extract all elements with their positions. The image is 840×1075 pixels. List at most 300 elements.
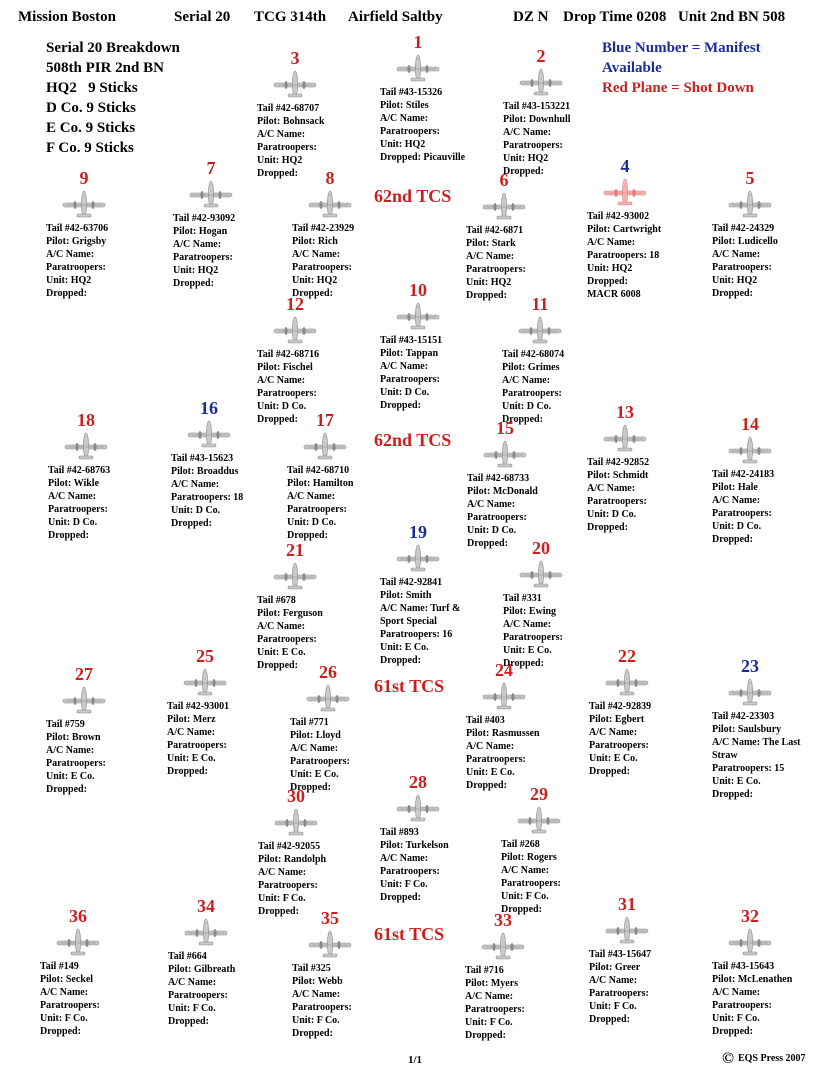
c47-plane-icon bbox=[516, 804, 562, 834]
aircraft-info-line: A/C Name: bbox=[502, 375, 551, 386]
aircraft-info-line: Dropped: bbox=[712, 789, 753, 800]
aircraft-info-line: Tail #42-24329 bbox=[712, 223, 775, 234]
c47-plane-icon bbox=[395, 542, 441, 572]
aircraft-info-line: Paratroopers: bbox=[167, 740, 227, 751]
aircraft-info-line: A/C Name: bbox=[258, 867, 307, 878]
breakdown-line: HQ2 9 Sticks bbox=[46, 80, 138, 96]
aircraft-number: 31 bbox=[618, 894, 636, 914]
squadron-label: 61st TCS bbox=[374, 676, 445, 696]
aircraft-info-line: A/C Name: bbox=[466, 251, 515, 262]
c47-plane-icon bbox=[61, 188, 107, 218]
aircraft-info bbox=[380, 826, 500, 904]
aircraft-number: 17 bbox=[316, 410, 334, 430]
aircraft-info-line: Dropped: bbox=[501, 904, 542, 915]
c47-plane-icon bbox=[481, 680, 527, 710]
aircraft-info-line: Tail #42-68716 bbox=[257, 349, 320, 360]
aircraft-info-line: Pilot: Webb bbox=[292, 976, 343, 987]
aircraft-info-line: Dropped: bbox=[380, 400, 421, 411]
aircraft-info-line: Paratroopers: bbox=[292, 262, 352, 273]
aircraft-header bbox=[267, 48, 323, 98]
aircraft-header bbox=[302, 168, 358, 218]
aircraft-info-line: Dropped: bbox=[257, 660, 298, 671]
aircraft-info-line: Pilot: Stark bbox=[466, 238, 516, 249]
aircraft-info-line: Unit: D Co. bbox=[287, 517, 337, 528]
aircraft-info-line: Pilot: Seckel bbox=[40, 974, 94, 985]
aircraft-info-line: Unit: HQ2 bbox=[466, 277, 512, 288]
aircraft-info-line: A/C Name: bbox=[380, 361, 429, 372]
aircraft-info-line: Dropped: bbox=[257, 168, 298, 179]
c47-plane-icon bbox=[188, 178, 234, 208]
aircraft-info-line: Dropped: bbox=[46, 288, 87, 299]
aircraft-info-line: Dropped: bbox=[466, 290, 507, 301]
aircraft-info-line: Tail #43-15643 bbox=[712, 961, 775, 972]
aircraft-info bbox=[168, 950, 288, 1028]
aircraft-info-line: Pilot: Randolph bbox=[258, 854, 327, 865]
aircraft-number: 34 bbox=[197, 896, 215, 916]
aircraft-info-line: Tail #42-93001 bbox=[167, 701, 230, 712]
aircraft-number: 13 bbox=[616, 402, 634, 422]
aircraft-info-line: Dropped: bbox=[587, 276, 628, 287]
aircraft-number: 36 bbox=[69, 906, 87, 926]
airfield: Airfield Saltby bbox=[348, 9, 443, 25]
c47-plane-icon bbox=[61, 684, 107, 714]
aircraft-info-line: Pilot: Ewing bbox=[503, 606, 557, 617]
aircraft-header bbox=[390, 32, 446, 82]
aircraft-info-line: Tail #759 bbox=[46, 719, 85, 730]
aircraft-info-line: Pilot: Merz bbox=[167, 714, 216, 725]
aircraft-info-line: Tail #42-23303 bbox=[712, 711, 775, 722]
aircraft-info-line: Dropped: bbox=[292, 1028, 333, 1039]
aircraft-number: 6 bbox=[499, 170, 509, 190]
aircraft-number: 33 bbox=[494, 910, 512, 930]
aircraft-info-line: A/C Name: bbox=[589, 975, 638, 986]
aircraft-header bbox=[183, 158, 239, 208]
aircraft-number: 19 bbox=[409, 522, 427, 542]
aircraft-info-line: Dropped: bbox=[589, 766, 630, 777]
aircraft-header bbox=[597, 402, 653, 452]
c47-plane-icon bbox=[395, 792, 441, 822]
aircraft-info-line: Unit: F Co. bbox=[712, 1013, 760, 1024]
aircraft-info-line: Dropped: bbox=[168, 1016, 209, 1027]
c47-plane-icon bbox=[183, 916, 229, 946]
aircraft-info-line: Pilot: Ludicello bbox=[712, 236, 778, 247]
aircraft-info-line: Pilot: Hogan bbox=[173, 226, 228, 237]
aircraft-info-line: Unit: F Co. bbox=[168, 1003, 216, 1014]
aircraft-info-line: Paratroopers: bbox=[287, 504, 347, 515]
aircraft-info-line: A/C Name: bbox=[503, 619, 552, 630]
aircraft-info-line: Paratroopers: bbox=[589, 740, 649, 751]
aircraft-info-line: A/C Name: bbox=[40, 987, 89, 998]
aircraft-info-line: Pilot: Ferguson bbox=[257, 608, 323, 619]
drop-time: Drop Time 0208 bbox=[563, 9, 667, 25]
aircraft-info-line: A/C Name: bbox=[257, 621, 306, 632]
squadron-label: 61st TCS bbox=[374, 924, 445, 944]
aircraft-header bbox=[267, 294, 323, 344]
aircraft-info-line: Tail #42-24183 bbox=[712, 469, 775, 480]
aircraft-info-line: Paratroopers: bbox=[173, 252, 233, 263]
aircraft-info-line: Tail #664 bbox=[168, 951, 207, 962]
aircraft-info-line: Pilot: Turkelson bbox=[380, 840, 449, 851]
breakdown-line: 508th PIR 2nd BN bbox=[46, 60, 164, 76]
aircraft-info-line: Tail #42-92841 bbox=[380, 577, 443, 588]
aircraft-header bbox=[390, 522, 446, 572]
aircraft-info bbox=[257, 594, 377, 672]
aircraft-info-line: Paratroopers: bbox=[503, 140, 563, 151]
aircraft-info-line: Paratroopers: bbox=[466, 754, 526, 765]
aircraft-info-line: Unit: HQ2 bbox=[46, 275, 92, 286]
aircraft-info-line: Pilot: Grigsby bbox=[46, 236, 107, 247]
aircraft-number: 32 bbox=[741, 906, 759, 926]
aircraft-number: 12 bbox=[286, 294, 304, 314]
aircraft-info-line: Pilot: Saulsbury bbox=[712, 724, 782, 735]
aircraft-info-line: Paratroopers: bbox=[46, 262, 106, 273]
aircraft-number: 30 bbox=[287, 786, 305, 806]
aircraft-info-line: Dropped: bbox=[380, 655, 421, 666]
c47-plane-icon bbox=[727, 434, 773, 464]
aircraft-info-line: A/C Name: bbox=[257, 375, 306, 386]
c47-plane-icon bbox=[305, 682, 351, 712]
aircraft-info-line: Paratroopers: bbox=[290, 756, 350, 767]
aircraft-header bbox=[476, 660, 532, 710]
aircraft-info bbox=[292, 962, 412, 1040]
aircraft-number: 9 bbox=[79, 168, 89, 188]
aircraft-header bbox=[268, 786, 324, 836]
aircraft-info-line: Pilot: Tappan bbox=[380, 348, 439, 359]
aircraft-number: 21 bbox=[286, 540, 304, 560]
aircraft-info bbox=[466, 224, 586, 302]
legend bbox=[602, 38, 761, 98]
aircraft-info-line: Unit: E Co. bbox=[290, 769, 339, 780]
aircraft-info-line: Dropped: bbox=[46, 784, 87, 795]
aircraft-info-line: Dropped: bbox=[712, 288, 753, 299]
c47-plane-icon bbox=[482, 438, 528, 468]
aircraft-info-line: Tail #43-15151 bbox=[380, 335, 443, 346]
aircraft-info-line: A/C Name: bbox=[46, 249, 95, 260]
aircraft-header bbox=[178, 896, 234, 946]
aircraft-info-line: Dropped: bbox=[465, 1030, 506, 1041]
aircraft-info-line: A/C Name: bbox=[167, 727, 216, 738]
aircraft-info-line: Dropped: bbox=[503, 166, 544, 177]
aircraft-info-line: Pilot: McDonald bbox=[467, 486, 538, 497]
aircraft-info bbox=[380, 86, 500, 164]
aircraft-info-line: Paratroopers: bbox=[292, 1002, 352, 1013]
aircraft-info-line: A/C Name: bbox=[467, 499, 516, 510]
aircraft-info-line: Dropped: bbox=[173, 278, 214, 289]
aircraft-info-line: Paratroopers: bbox=[466, 264, 526, 275]
aircraft-info-line: Tail #325 bbox=[292, 963, 331, 974]
aircraft-info-line: Unit: D Co. bbox=[257, 401, 307, 412]
aircraft-info-line: A/C Name: bbox=[712, 249, 761, 260]
aircraft-info-line: Pilot: Rasmussen bbox=[466, 728, 540, 739]
aircraft-number: 18 bbox=[77, 410, 95, 430]
breakdown-line: D Co. 9 Sticks bbox=[46, 100, 137, 116]
aircraft-info-line: Dropped: bbox=[466, 780, 507, 791]
aircraft-info-line: Dropped: bbox=[589, 1014, 630, 1025]
aircraft-number: 35 bbox=[321, 908, 339, 928]
aircraft-header bbox=[181, 398, 237, 448]
aircraft-info-line: Pilot: Greer bbox=[589, 962, 641, 973]
aircraft-header bbox=[599, 646, 655, 696]
aircraft-info-line: Dropped: bbox=[502, 414, 543, 425]
aircraft-info-line: Tail #43-15326 bbox=[380, 87, 443, 98]
c47-plane-icon bbox=[604, 914, 650, 944]
aircraft-header bbox=[177, 646, 233, 696]
c47-plane-icon bbox=[727, 188, 773, 218]
aircraft-header bbox=[513, 46, 569, 96]
aircraft-info-line: A/C Name: bbox=[587, 237, 636, 248]
aircraft-number: 15 bbox=[496, 418, 514, 438]
aircraft-info-line: Pilot: Schmidt bbox=[587, 470, 649, 481]
aircraft-header bbox=[50, 906, 106, 956]
aircraft-info-line: Paratroopers: 16 bbox=[380, 629, 453, 640]
aircraft-info-line: Unit: F Co. bbox=[258, 893, 306, 904]
aircraft-info bbox=[46, 718, 166, 796]
aircraft-header bbox=[722, 656, 778, 706]
c47-plane-icon bbox=[395, 52, 441, 82]
aircraft-info-line: Pilot: McLenathen bbox=[712, 974, 793, 985]
aircraft-info bbox=[380, 576, 500, 667]
aircraft-info-line: Pilot: Cartwright bbox=[587, 224, 662, 235]
aircraft-info-line: Pilot: Rich bbox=[292, 236, 338, 247]
c47-plane-icon bbox=[272, 68, 318, 98]
aircraft-header bbox=[56, 664, 112, 714]
aircraft-info-line: Tail #42-92055 bbox=[258, 841, 321, 852]
aircraft-info-line: Dropped: bbox=[712, 1026, 753, 1037]
aircraft-info-line: MACR 6008 bbox=[587, 289, 641, 300]
aircraft-info-line: Paratroopers: bbox=[587, 496, 647, 507]
aircraft-number: 26 bbox=[319, 662, 337, 682]
aircraft-number: 23 bbox=[741, 656, 759, 676]
aircraft-header bbox=[390, 772, 446, 822]
aircraft-info-line: Unit: F Co. bbox=[465, 1017, 513, 1028]
aircraft-info-line: Unit: HQ2 bbox=[712, 275, 758, 286]
aircraft-info-line: Dropped: bbox=[258, 906, 299, 917]
aircraft-info bbox=[380, 334, 500, 412]
aircraft-info-line: Dropped: bbox=[587, 522, 628, 533]
aircraft-info-line: Tail #42-63706 bbox=[46, 223, 109, 234]
aircraft-info-line: Tail #678 bbox=[257, 595, 296, 606]
aircraft-info-line: Pilot: Broaddus bbox=[171, 466, 239, 477]
aircraft-info-line: Dropped: bbox=[257, 414, 298, 425]
aircraft-info-line: Pilot: Brown bbox=[46, 732, 101, 743]
aircraft-info-line: Unit: D Co. bbox=[712, 521, 762, 532]
aircraft-info-line: Paratroopers: bbox=[168, 990, 228, 1001]
aircraft-info-line: Unit: D Co. bbox=[380, 387, 430, 398]
aircraft-info-line: Tail #42-68074 bbox=[502, 349, 565, 360]
aircraft-info-line: Pilot: Gilbreath bbox=[168, 964, 236, 975]
aircraft-info-line: Unit: E Co. bbox=[466, 767, 515, 778]
aircraft-info-line: Dropped: bbox=[292, 288, 333, 299]
aircraft-info-line: Unit: F Co. bbox=[380, 879, 428, 890]
aircraft-info-line: A/C Name: bbox=[589, 727, 638, 738]
c47-plane-icon bbox=[273, 806, 319, 836]
aircraft-info-line: Unit: E Co. bbox=[46, 771, 95, 782]
aircraft-info-line: A/C Name: bbox=[290, 743, 339, 754]
aircraft-info bbox=[466, 714, 586, 792]
aircraft-info-line: Paratroopers: bbox=[46, 758, 106, 769]
aircraft-info-line: Unit: HQ2 bbox=[257, 155, 303, 166]
copyright bbox=[722, 1050, 806, 1068]
aircraft-info-line: Paratroopers: bbox=[467, 512, 527, 523]
c47-plane-icon bbox=[602, 422, 648, 452]
aircraft-info-line: Tail #42-23929 bbox=[292, 223, 355, 234]
aircraft-header bbox=[300, 662, 356, 712]
aircraft-info-line: Tail #43-15647 bbox=[589, 949, 652, 960]
aircraft-header bbox=[513, 538, 569, 588]
aircraft-number: 5 bbox=[745, 168, 755, 188]
aircraft-number: 14 bbox=[741, 414, 759, 434]
aircraft-info-line: Dropped: bbox=[48, 530, 89, 541]
aircraft-info-line: Tail #716 bbox=[465, 965, 504, 976]
aircraft-info-line: Tail #42-6871 bbox=[466, 225, 524, 236]
c47-plane-icon bbox=[727, 926, 773, 956]
aircraft-info-line: Paratroopers: bbox=[380, 866, 440, 877]
aircraft-info-line: Tail #43-153221 bbox=[503, 101, 571, 112]
c47-plane-icon bbox=[517, 314, 563, 344]
aircraft-info-line: A/C Name: bbox=[380, 853, 429, 864]
aircraft-header bbox=[476, 170, 532, 220]
aircraft-info bbox=[46, 222, 166, 300]
aircraft-header bbox=[599, 894, 655, 944]
aircraft-info-line: Tail #42-92839 bbox=[589, 701, 652, 712]
aircraft-info-line: Unit: HQ2 bbox=[380, 139, 426, 150]
c47-plane-icon bbox=[63, 430, 109, 460]
aircraft-number: 16 bbox=[200, 398, 218, 418]
aircraft-info-line: Pilot: Stiles bbox=[380, 100, 429, 111]
aircraft-info-line: Pilot: Hamilton bbox=[287, 478, 354, 489]
squadron-label: 62nd TCS bbox=[374, 186, 452, 206]
aircraft-info-line: Dropped: Picauville bbox=[380, 152, 466, 163]
aircraft-info-line: Unit: D Co. bbox=[587, 509, 637, 520]
aircraft-info-line: A/C Name: bbox=[173, 239, 222, 250]
aircraft-info-line: Unit: E Co. bbox=[380, 642, 429, 653]
aircraft-number: 8 bbox=[325, 168, 335, 188]
aircraft-info-line: Paratroopers: bbox=[503, 632, 563, 643]
drop-zone: DZ N bbox=[513, 9, 549, 25]
aircraft-info bbox=[40, 960, 160, 1038]
c47-plane-icon bbox=[481, 190, 527, 220]
aircraft-info bbox=[589, 948, 709, 1026]
aircraft-info-line: Pilot: Bohnsack bbox=[257, 116, 325, 127]
aircraft-number: 27 bbox=[75, 664, 93, 684]
aircraft-header bbox=[58, 410, 114, 460]
c47-plane-icon bbox=[727, 676, 773, 706]
aircraft-info-line: Paratroopers: bbox=[501, 878, 561, 889]
aircraft-info-line: Dropped: bbox=[290, 782, 331, 793]
aircraft-number: 24 bbox=[495, 660, 513, 680]
serial-number: Serial 20 bbox=[174, 9, 231, 25]
serial-breakdown bbox=[46, 38, 180, 158]
aircraft-info-line: Paratroopers: bbox=[589, 988, 649, 999]
troop-carrier-group: TCG 314th bbox=[254, 9, 327, 25]
aircraft-info-line: Tail #42-68707 bbox=[257, 103, 320, 114]
aircraft-info bbox=[287, 464, 407, 542]
aircraft-number: 28 bbox=[409, 772, 427, 792]
aircraft-info-line: Unit: E Co. bbox=[257, 647, 306, 658]
aircraft-info bbox=[171, 452, 291, 530]
aircraft-info-line: Dropped: bbox=[171, 518, 212, 529]
c47-plane-icon bbox=[272, 560, 318, 590]
aircraft-info-line: Unit: F Co. bbox=[589, 1001, 637, 1012]
c47-plane-icon bbox=[272, 314, 318, 344]
aircraft-info-line: Paratroopers: bbox=[465, 1004, 525, 1015]
aircraft-info-line: Paratroopers: 15 bbox=[712, 763, 785, 774]
c47-plane-icon bbox=[186, 418, 232, 448]
aircraft-info-line: Unit: D Co. bbox=[467, 525, 517, 536]
aircraft-info bbox=[712, 710, 832, 801]
aircraft-info-line: Pilot: Smith bbox=[380, 590, 432, 601]
aircraft-info-line: Dropped: bbox=[712, 534, 753, 545]
legend-blue-line: Blue Number = Manifest bbox=[602, 40, 761, 56]
aircraft-number: 25 bbox=[196, 646, 214, 666]
aircraft-info-line: Pilot: Grimes bbox=[502, 362, 560, 373]
aircraft-info-line: Paratroopers: bbox=[257, 634, 317, 645]
aircraft-info-line: A/C Name: bbox=[712, 987, 761, 998]
aircraft-info-line: Paratroopers: bbox=[257, 142, 317, 153]
aircraft-info-line: Unit: E Co. bbox=[712, 776, 761, 787]
aircraft-info bbox=[587, 210, 707, 301]
aircraft-info-line: A/C Name: bbox=[503, 127, 552, 138]
aircraft-info-line: Sport Special bbox=[380, 616, 437, 627]
aircraft-info-line: Tail #42-68733 bbox=[467, 473, 530, 484]
aircraft-number: 20 bbox=[532, 538, 550, 558]
aircraft-info-line: A/C Name: bbox=[466, 741, 515, 752]
aircraft-info-line: Dropped: bbox=[503, 658, 544, 669]
c47-plane-icon bbox=[604, 666, 650, 696]
aircraft-info-line: Unit: HQ2 bbox=[173, 265, 219, 276]
aircraft-info-line: Tail #42-93002 bbox=[587, 211, 650, 222]
aircraft-info-line: Paratroopers: bbox=[257, 388, 317, 399]
c47-plane-icon bbox=[307, 928, 353, 958]
aircraft-info-line: Tail #268 bbox=[501, 839, 540, 850]
aircraft-info-line: Tail #403 bbox=[466, 715, 505, 726]
aircraft-info-line: Paratroopers: 18 bbox=[171, 492, 244, 503]
aircraft-info-line: Unit: D Co. bbox=[502, 401, 552, 412]
aircraft-header bbox=[267, 540, 323, 590]
breakdown-line: F Co. 9 Sticks bbox=[46, 140, 134, 156]
aircraft-info-line: Tail #771 bbox=[290, 717, 329, 728]
legend-blue-line: Available bbox=[602, 60, 662, 76]
aircraft-info-line: Unit: F Co. bbox=[40, 1013, 88, 1024]
c47-plane-icon bbox=[55, 926, 101, 956]
aircraft-info-line: Paratroopers: bbox=[712, 508, 772, 519]
aircraft-info-line: Unit: D Co. bbox=[48, 517, 98, 528]
aircraft-info-line: Pilot: Downhull bbox=[503, 114, 571, 125]
c47-plane-icon bbox=[518, 66, 564, 96]
aircraft-info-line: Tail #42-92852 bbox=[587, 457, 650, 468]
copyright-icon: © bbox=[722, 1050, 734, 1067]
aircraft-number: 1 bbox=[413, 32, 423, 52]
aircraft-info-line: Tail #149 bbox=[40, 961, 79, 972]
aircraft-header bbox=[56, 168, 112, 218]
aircraft-info-line: A/C Name: bbox=[168, 977, 217, 988]
aircraft-info-line: A/C Name: bbox=[292, 249, 341, 260]
aircraft-info bbox=[48, 464, 168, 542]
aircraft-info-line: A/C Name: bbox=[380, 113, 429, 124]
aircraft-info-line: Tail #42-93092 bbox=[173, 213, 236, 224]
aircraft-info-line: Unit: HQ2 bbox=[292, 275, 338, 286]
aircraft-header bbox=[722, 168, 778, 218]
aircraft-info-line: Paratroopers: bbox=[712, 1000, 772, 1011]
c47-plane-icon bbox=[182, 666, 228, 696]
aircraft-info-line: Paratroopers: bbox=[712, 262, 772, 273]
aircraft-info-line: Dropped: bbox=[167, 766, 208, 777]
aircraft-info-line: Pilot: Lloyd bbox=[290, 730, 341, 741]
aircraft-info-line: A/C Name: Turf & bbox=[380, 603, 461, 614]
aircraft-info-line: A/C Name: bbox=[712, 495, 761, 506]
aircraft-info bbox=[258, 840, 378, 918]
aircraft-info-line: Dropped: bbox=[467, 538, 508, 549]
